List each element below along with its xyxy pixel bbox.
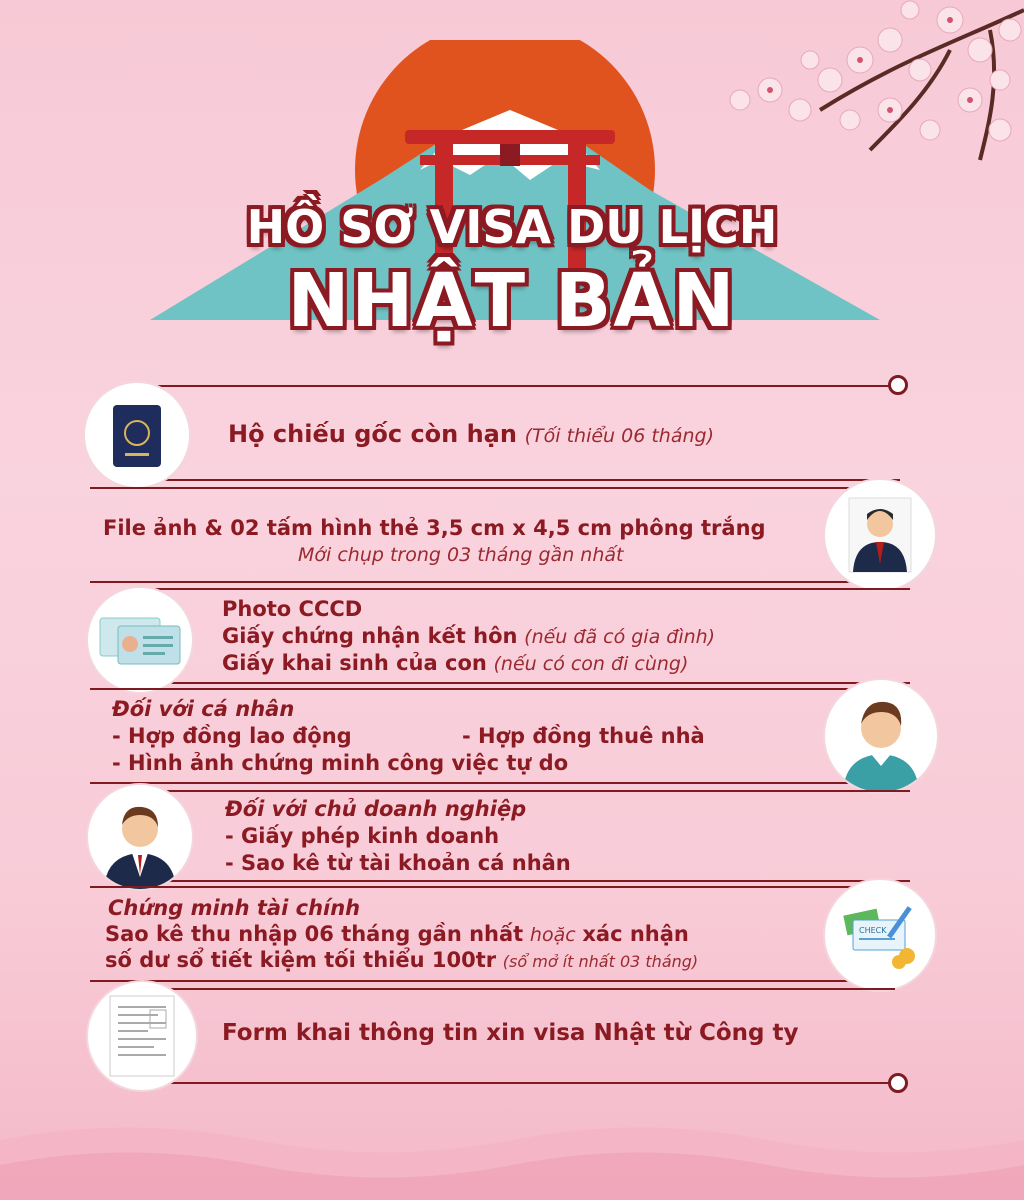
id-photo-icon: [825, 480, 935, 590]
check-money-icon: [825, 880, 935, 990]
item1-note: (Tối thiểu 06 tháng): [524, 425, 714, 447]
item1-main: Hộ chiếu gốc còn hạn: [228, 420, 517, 448]
businessman-icon: [88, 785, 192, 889]
item5-a: - Giấy phép kinh doanh: [225, 824, 500, 848]
item7-main: Form khai thông tin xin visa Nhật từ Công ty: [222, 1020, 799, 1046]
item4-a: - Hợp đồng lao động: [112, 724, 352, 748]
title-line2: NHẬT BẢN: [287, 258, 737, 344]
timeline-end-dot: [888, 1073, 908, 1093]
item2-main: File ảnh & 02 tấm hình thẻ 3,5 cm x 4,5 cm phông trắng: [103, 516, 766, 540]
item6-l1-main2: xác nhận: [582, 922, 689, 946]
check-label: CHECK: [859, 926, 887, 935]
timeline-start-dot: [888, 375, 908, 395]
title-line1: HỒ SƠ VISA DU LỊCH: [246, 200, 778, 254]
item6-l2-main: số dư sổ tiết kiệm tối thiểu 100tr: [105, 948, 497, 972]
item4-c: - Hình ảnh chứng minh công việc tự do: [112, 751, 569, 775]
form-document-icon: [88, 982, 196, 1090]
item3-line1: Photo CCCD: [222, 597, 363, 621]
item4-b: - Hợp đồng thuê nhà: [462, 724, 705, 748]
item2-note: Mới chụp trong 03 tháng gần nhất: [298, 544, 624, 566]
item6-l2-note: (sổ mở ít nhất 03 tháng): [502, 952, 699, 971]
item3-line2-main: Giấy chứng nhận kết hôn: [222, 624, 518, 648]
item3-line2-note: (nếu đã có gia đình): [524, 626, 716, 648]
item6-heading: Chứng minh tài chính: [108, 896, 361, 920]
item3-line3-main: Giấy khai sinh của con: [222, 651, 487, 675]
id-card-icon: [88, 588, 192, 692]
bottom-wave-decoration: [0, 1110, 1024, 1200]
item4-heading: Đối với cá nhân: [112, 697, 295, 721]
item6-l1-note: hoặc: [529, 924, 576, 946]
person-icon: [825, 680, 937, 792]
item5-heading: Đối với chủ doanh nghiệp: [225, 797, 527, 821]
passport-icon: [85, 383, 189, 487]
item5-b: - Sao kê từ tài khoản cá nhân: [225, 851, 571, 875]
item3-line3-note: (nếu có con đi cùng): [493, 653, 689, 675]
item6-l1-main: Sao kê thu nhập 06 tháng gần nhất: [105, 922, 524, 946]
